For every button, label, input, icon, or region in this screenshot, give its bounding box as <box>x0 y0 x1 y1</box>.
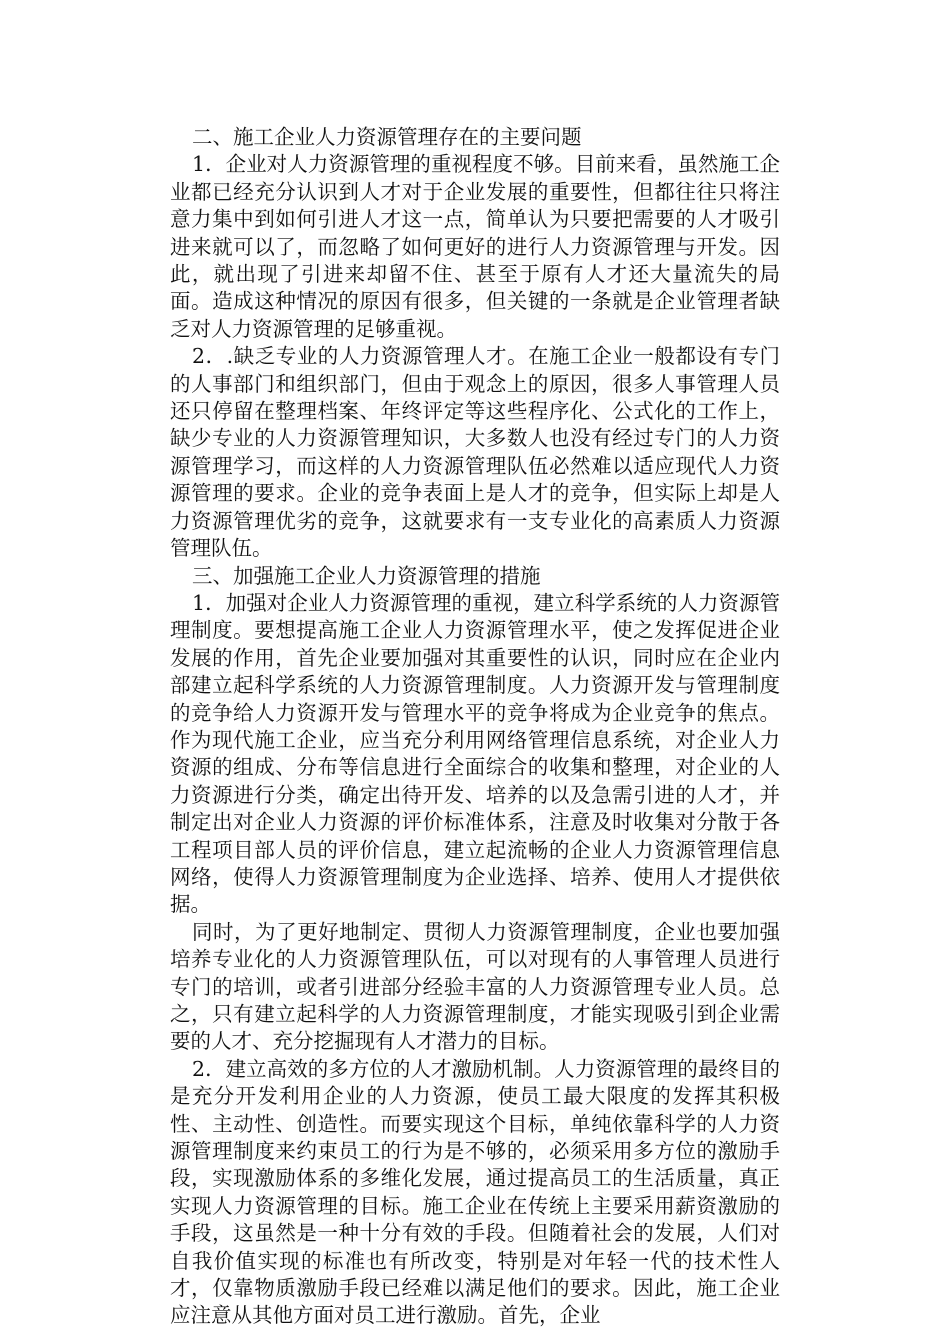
document-body <box>170 124 780 1330</box>
section-heading-measures: 三、加强施工企业人力资源管理的措施 <box>192 563 541 588</box>
paragraph-measure-1-continued: 同时，为了更好地制定、贯彻人力资源管理制度，企业也要加强培养专业化的人力资源管理队伍，可以对现有的人事管理人员进行专门的培训，或者引进部分经验丰富的人力资源管理专业人员。总之，只有建立起科学的人力资源管理制度，才能实现吸引到企业需要的人才、充分挖掘现有人才潜力的目标。 <box>170 919 780 1054</box>
paragraph-problem-2: 2．.缺乏专业的人力资源管理人才。在施工企业一般都设有专门的人事部门和组织部门，但由于观念上的原因，很多人事管理人员还只停留在整理档案、年终评定等这些程序化、公式化的工作上，缺少专业的人力资源管理知识，大多数人也没有经过专门的人力资源管理学习，而这样的人力资源管理队伍必然难以适应现代人力资源管理的要求。企业的竞争表面上是人才的竞争，但实际上却是人力资源管理优劣的竞争，这就要求有一支专业化的高素质人力资源管理队伍。 <box>170 344 780 561</box>
section-heading-problems: 二、施工企业人力资源管理存在的主要问题 <box>192 125 582 149</box>
paragraph-measure-1: 1．加强对企业人力资源管理的重视，建立科学系统的人力资源管理制度。要想提高施工企业人力资源管理水平，使之发挥促进企业发展的作用，首先企业要加强对其重要性的认识，同时应在企业内部建立起科学系统的人力资源管理制度。人力资源开发与管理制度的竞争给人力资源开发与管理水平的竞争将成为企业竞争的焦点。作为现代施工企业，应当充分利用网络管理信息系统，对企业人力资源的组成、分布等信息进行全面综合的收集和整理，对企业的人力资源进行分类，确定出待开发、培养的以及急需引进的人才，并制定出对企业人力资源的评价标准体系，注意及时收集对分散于各工程项目部人员的评价信息，建立起流畅的企业人力资源管理信息网络，使得人力资源管理制度为企业选择、培养、使用人才提供依据。 <box>170 590 780 917</box>
paragraph-measure-2: 2．建立高效的多方位的人才激励机制。人力资源管理的最终目的是充分开发利用企业的人力资源，使员工最大限度的发挥其积极性、主动性、创造性。而要实现这个目标，单纯依靠科学的人力资源管理制度来约束员工的行为是不够的，必须采用多方位的激励手段，实现激励体系的多维化发展，通过提高员工的生活质量，真正实现人力资源管理的目标。施工企业在传统上主要采用薪资激励的手段，这虽然是一种十分有效的手段。但随着社会的发展，人们对自我价值实现的标准也有所改变，特别是对年轻一代的技术性人才，仅靠物质激励手段已经难以满足他们的要求。因此，施工企业应注意从其他方面对员工进行激励。首先，企业 <box>170 1056 780 1328</box>
paragraph-problem-1: 1．企业对人力资源管理的重视程度不够。目前来看，虽然施工企业都已经充分认识到人才对于企业发展的重要性，但都往往只将注意力集中到如何引进人才这一点，简单认为只要把需要的人才吸引进来就可以了，而忽略了如何更好的进行人力资源管理与开发。因此，就出现了引进来却留不住、甚至于原有人才还大量流失的局面。造成这种情况的原因有很多，但关键的一条就是企业管理者缺乏对人力资源管理的足够重视。 <box>170 152 780 341</box>
